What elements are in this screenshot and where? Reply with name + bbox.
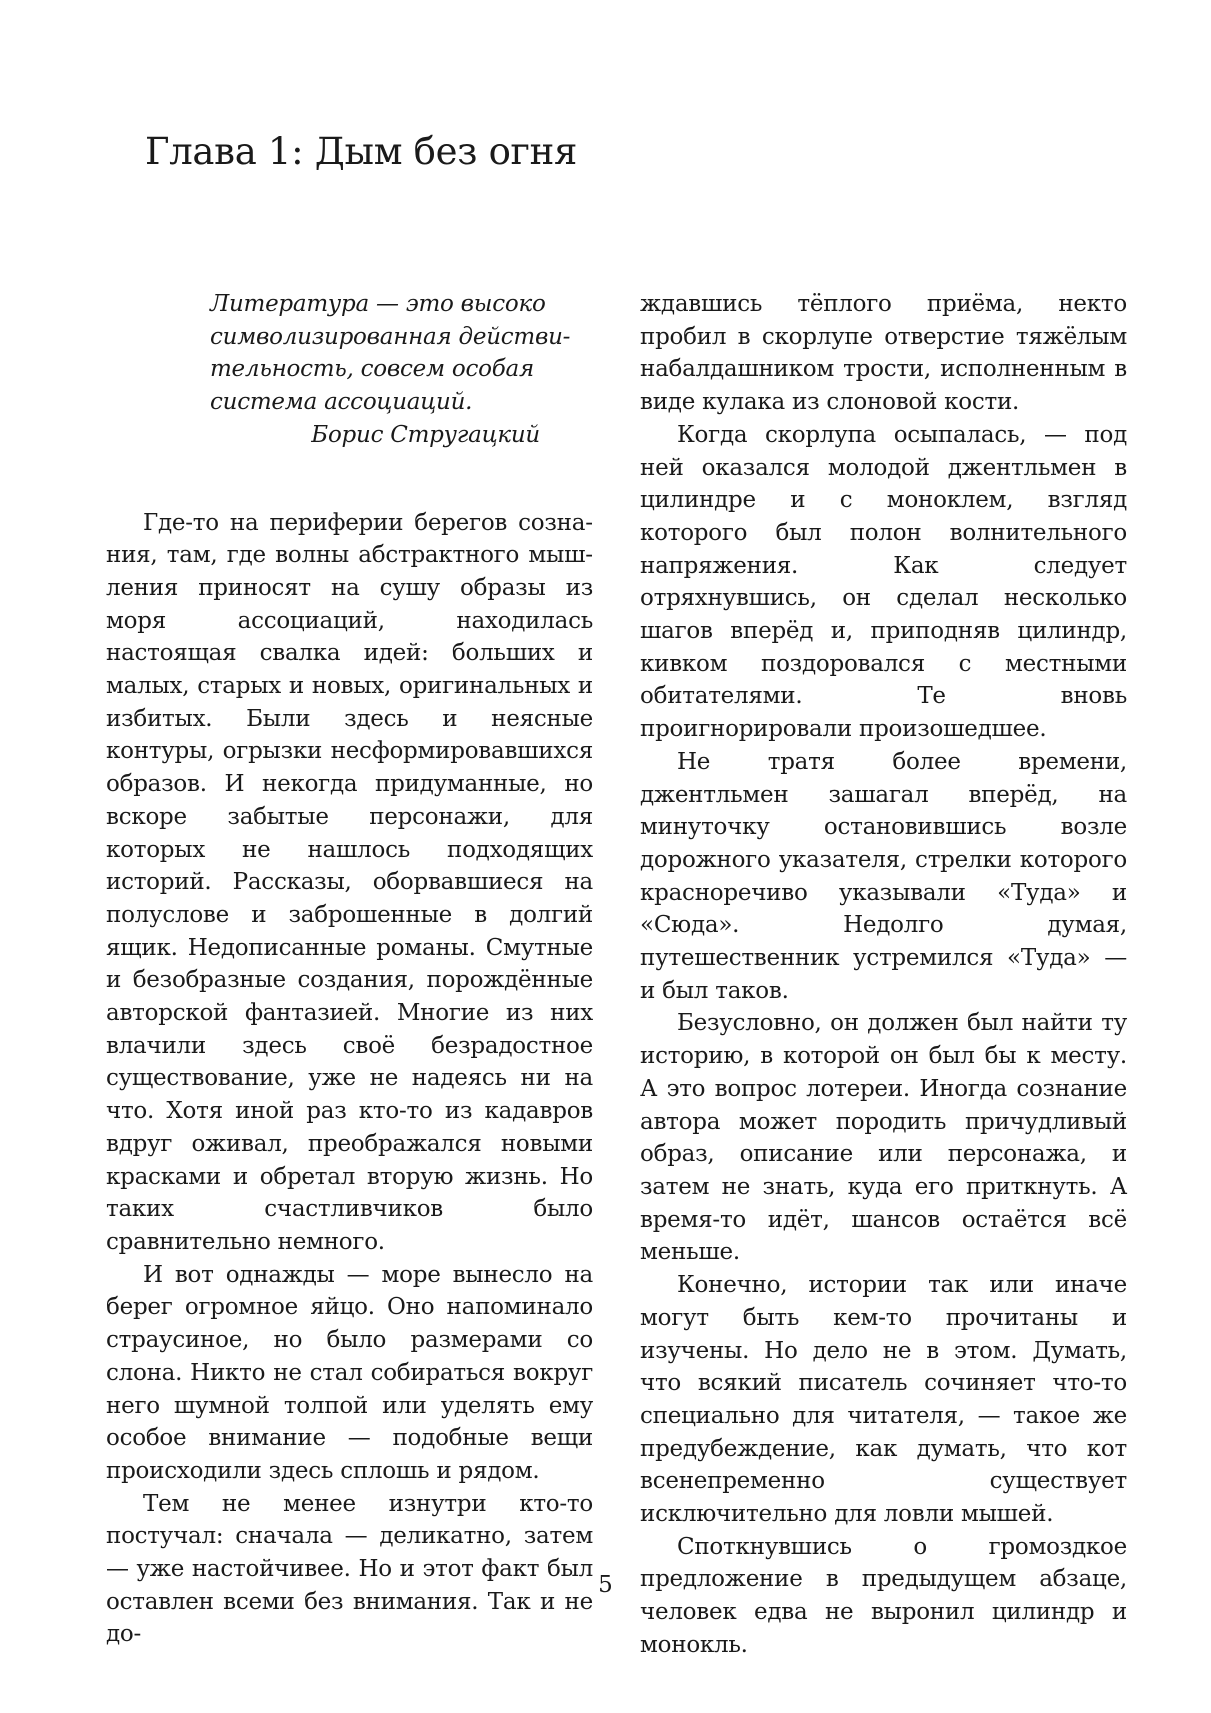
paragraph: И вот однажды — море вынесло на берег огромное яйцо. Оно напоминало страусиное, но было размерами со слона. Никто не стал собираться вокруг него шумной толпой или уделять ему особое внимание — подобные вещи происходили здесь сплошь и рядом. xyxy=(106,1261,593,1484)
paragraph: Не тратя более времени, джентльмен зашагал вперёд, на минуточку остановившись возле дорожного указателя, стрелки которого красноречиво указывали «Туда» и «Сюда». Недолго думая, путешественник устремился «Туда» — и был таков. xyxy=(640,748,1127,1004)
page-number: 5 xyxy=(598,1572,613,1598)
paragraph: Конечно, истории так или иначе могут быть кем-то прочитаны и изучены. Но дело не в этом. Думать, что всякий писатель сочиняет что-то специально для читателя, — такое же предубеждение, как думать, что кот всенепременно существует исключительно для ловли мышей. xyxy=(640,1272,1127,1528)
epigraph-line: символизированная действи- xyxy=(210,323,571,350)
epigraph-line: Литература — это высоко xyxy=(210,291,546,317)
paragraph: Споткнувшись о громоздкое предложение в предыдущем абзаце, человек едва не выронил цилиндр и монокль. xyxy=(640,1533,1127,1658)
epigraph-line: тельность, совсем особая xyxy=(210,356,534,383)
paragraph: Где-то на периферии берегов сознания, там, где волны абстрактного мышления приносят на сушу образы из моря ассоциаций, находилась настоящая свалка идей: больших и малых, старых и новых, оригинальных и избитых. Были здесь и неясные контуры, огрызки несформировавшихся образов. И некогда придуманные, но вскоре забытые персонажи, для которых не нашлось подходящих историй. Рассказы, оборвавшиеся на полуслове и заброшенные в долгий ящик. Недописанные романы. Смутные и безобразные создания, порождённые авторской фантазией. Многие из них влачили здесь своё безрадостное существование, уже не надеясь ни на что. Хотя иной раз кто-то из кадавров вдруг оживал, преображался новыми красками и обретал вторую жизнь. Но таких счастливчиков было сравнительно немного. xyxy=(106,509,593,1255)
paragraph: Тем не менее изнутри кто-то постучал: сначала — деликатно, затем — уже настойчивее. Но и этот факт был оставлен всеми без внимания. Так и не до- xyxy=(106,1490,593,1648)
paragraph: Безусловно, он должен был найти ту историю, в которой он был бы к месту. А это вопрос лотереи. Иногда сознание автора может породить причудливый образ, описание или персонажа, и затем не знать, куда его приткнуть. А время-то идёт, шансов остаётся всё меньше. xyxy=(640,1010,1127,1266)
left-column xyxy=(106,288,593,1651)
chapter-title: Глава 1: Дым без огня xyxy=(145,130,578,173)
paragraph: Когда скорлупа осыпалась, — под ней оказался молодой джентльмен в цилиндре и с моноклем, взгляд которого был полон волнительного напряжения. Как следует отряхнувшись, он сделал несколько шагов вперёд и, приподняв цилиндр, кивком поздоровался с местными обитателями. Те вновь проигнорировали произошедшее. xyxy=(640,421,1127,743)
epigraph-line: система ассоциаций. xyxy=(210,389,473,416)
epigraph-author: Борис Стругацкий xyxy=(311,421,540,448)
epigraph xyxy=(210,288,571,452)
paragraph-continuation: ждавшись тёплого приёма, некто пробил в скорлупе отверстие тяжёлым набалдашником трости, исполненным в виде кулака из слоновой кости. xyxy=(640,291,1127,416)
right-column xyxy=(640,288,1127,1662)
